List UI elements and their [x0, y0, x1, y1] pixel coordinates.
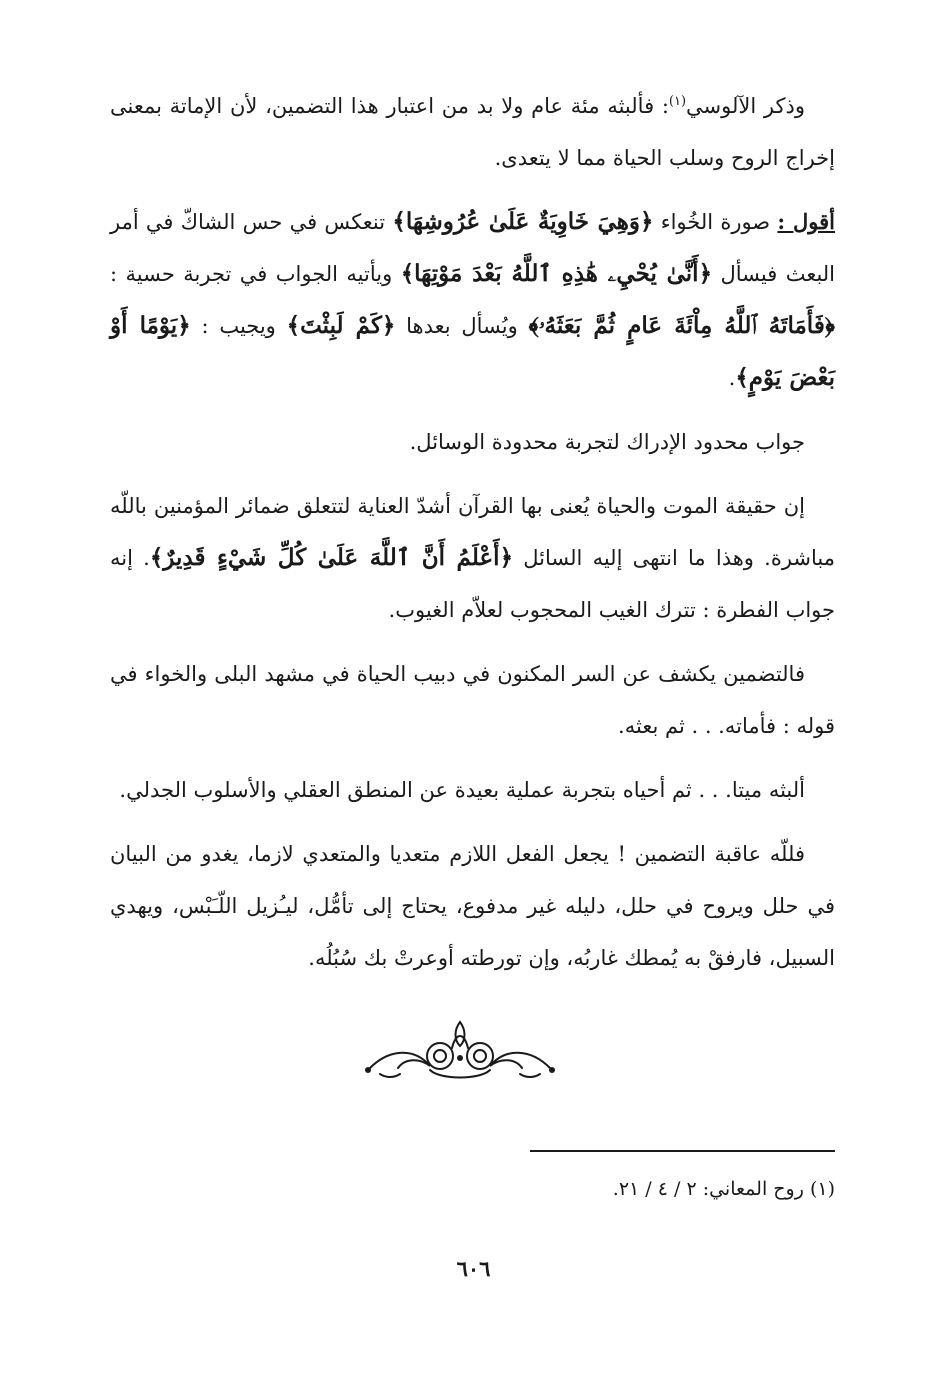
paragraph-text: ويأتيه الجواب في تجربة حسية :: [110, 262, 401, 286]
footnote-ref[interactable]: (١): [668, 94, 687, 109]
floral-divider-icon: [360, 1018, 560, 1088]
paragraph-text: وذكر الآلوسي: [686, 94, 805, 118]
page-body: [110, 80, 835, 996]
paragraph-text: : فألبثه مئة عام ولا بد من اعتبار هذا التضمين، لأن الإماتة بمعنى إخراج الروح وسلب الحياة مما لا يتعدى.: [110, 94, 835, 170]
quran-verse: ﴿أَنَّىٰ يُحْيِۦ هَٰذِهِ ٱللَّهُ بَعْدَ مَوْتِهَا﴾: [400, 260, 713, 287]
paragraph-text: صورة الخُواء: [653, 210, 778, 234]
paragraph-text: ويجيب :: [190, 314, 287, 338]
paragraph-2: [110, 196, 835, 404]
paragraph-text: . إنه جواب الفطرة : تترك الغيب المحجوب لعلاّم الغيوب.: [110, 546, 835, 622]
paragraph-4: [110, 480, 835, 636]
footnote-divider: [530, 1150, 835, 1152]
paragraph-6: ألبثه ميتا. . . ثم أحياه بتجربة عملية بعيدة عن المنطق العقلي والأسلوب الجدلي.: [119, 778, 805, 802]
page-number: ٦٠٦: [456, 1256, 491, 1281]
paragraph-7: فللّه عاقبة التضمين ! يجعل الفعل اللازم متعديا والمتعدي لازما، يغدو من البيان في حلل ويروح في حلل، دليله غير مدفوع، يحتاج إلى تأمُّل، ليـُزيل اللّـَبْس، ويهدي السبيل، فارفقْ به يُمطك غاربُه، وإن تورطته أوعرتْ بك سُبُلُه.: [110, 842, 835, 970]
footnote-number: (١): [809, 1178, 835, 1200]
paragraph-text: إن حقيقة الموت والحياة يُعنى بها القرآن أشدّ العناية لتتعلق ضمائر المؤمنين باللّه مباشرة. وهذا ما انتهى إليه السائل: [110, 494, 835, 570]
footnote-text: روح المعاني: ٢ / ٤ / ٢١.: [612, 1178, 804, 1200]
paragraph-1: [110, 80, 835, 184]
paragraph-text: .: [728, 366, 736, 390]
paragraph-text: ويُسأل بعدها: [395, 314, 529, 338]
quran-verse: ﴿يَوْمًا أَوْ بَعْضَ يَوْمٍ﴾: [110, 312, 835, 391]
quran-verse: ﴿كَمْ لَبِثْتَ﴾: [286, 312, 396, 339]
quran-verse: ﴿وَهِيَ خَاوِيَةٌ عَلَىٰ عُرُوشِهَا﴾: [392, 208, 654, 235]
paragraph-5: فالتضمين يكشف عن السر المكنون في دبيب الحياة في مشهد البلى والخواء في قوله : فأماته. . . ثم بعثه.: [110, 662, 835, 738]
footnote: [110, 1178, 835, 1200]
paragraph-text: تنعكس في حس الشاكّ في أمر البعث فيسأل: [110, 210, 836, 286]
quran-verse: ﴿أَعْلَمُ أَنَّ ٱللَّهَ عَلَىٰ كُلِّ شَيْءٍ قَدِيرٌ﴾: [149, 544, 514, 571]
paragraph-3: جواب محدود الإدراك لتجربة محدودة الوسائل.: [409, 430, 805, 454]
quran-verse: ﴿فَأَمَاتَهُ ٱللَّهُ مِاْئَةَ عَامٍ ثُمَّ بَعَثَهُۥ﴾: [528, 312, 835, 339]
lead-word: أقول :: [777, 209, 836, 234]
